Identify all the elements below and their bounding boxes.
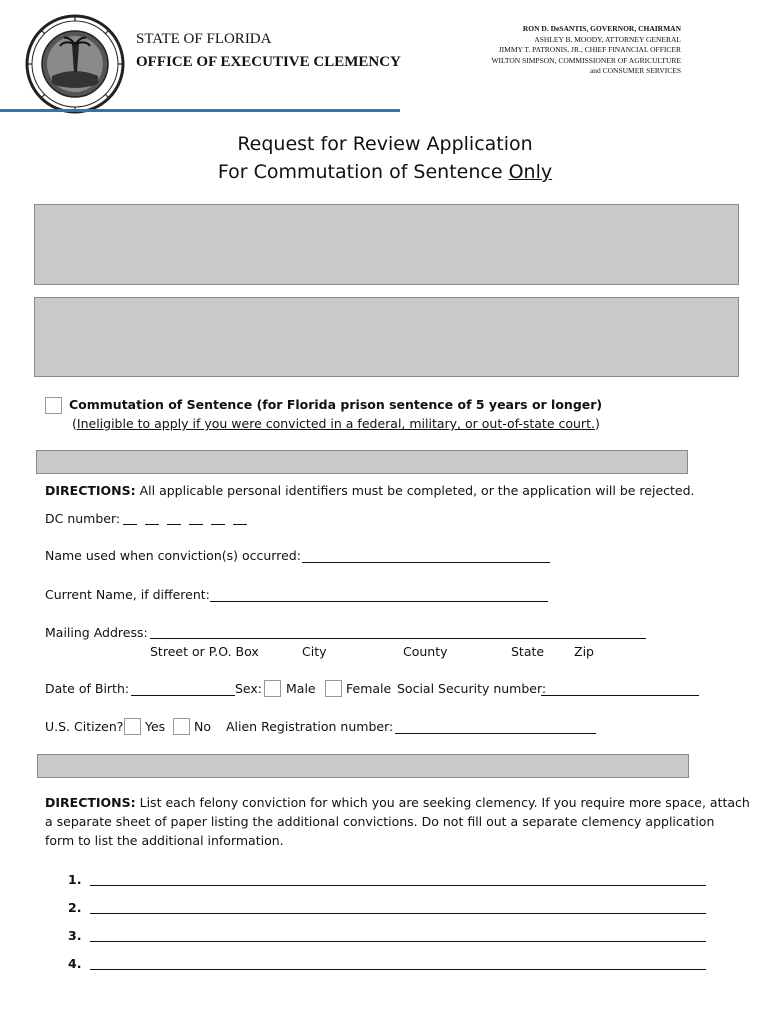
sex-male-checkbox[interactable] [264, 680, 281, 697]
official-attorney-general: ASHLEY B. MOODY, ATTORNEY GENERAL [534, 34, 681, 44]
directions-1-text: All applicable personal identifiers must be completed, or the application will be rejected. [135, 483, 695, 498]
address-state-label: State [511, 644, 545, 659]
note-close: ) [594, 416, 600, 431]
mailing-address-label: Mailing Address: [45, 625, 148, 640]
address-street-label: Street or P.O. Box [150, 644, 259, 659]
note-text: Ineligible to apply if you were convicted in a federal, military, or out-of-state court. [76, 416, 595, 431]
header-rule [0, 109, 400, 112]
office-use-box-2 [34, 297, 739, 377]
note-open: ( [72, 416, 77, 431]
conviction-item-2-number: 2. [68, 900, 82, 915]
conviction-item-2-field[interactable] [90, 913, 706, 914]
current-name-label: Current Name, if different: [45, 587, 210, 602]
citizen-no-checkbox[interactable] [173, 718, 190, 735]
conviction-item-3-field[interactable] [90, 941, 706, 942]
address-city-label: City [302, 644, 327, 659]
dc-digit-1[interactable] [123, 524, 137, 525]
dc-digit-4[interactable] [189, 524, 203, 525]
directions-1-label: DIRECTIONS: [45, 483, 136, 498]
dc-digit-3[interactable] [167, 524, 181, 525]
alien-registration-label: Alien Registration number: [226, 719, 394, 734]
directions-2-line-1 [45, 795, 750, 810]
dc-digit-6[interactable] [233, 524, 247, 525]
section-bar-1 [36, 450, 688, 474]
office-use-box-1 [34, 204, 739, 285]
official-agriculture: WILTON SIMPSON, COMMISSIONER OF AGRICULTURE [491, 55, 681, 65]
office-name: OFFICE OF EXECUTIVE CLEMENCY [136, 54, 401, 70]
sex-female-checkbox[interactable] [325, 680, 342, 697]
citizen-yes-label: Yes [145, 719, 166, 734]
citizen-no-label: No [194, 719, 211, 734]
conviction-name-field[interactable] [302, 562, 550, 563]
dc-digit-5[interactable] [211, 524, 225, 525]
current-name-field[interactable] [210, 601, 548, 602]
conviction-item-3-number: 3. [68, 928, 82, 943]
directions-1 [45, 483, 695, 498]
commutation-label: Commutation of Sentence (for Florida prison sentence of 5 years or longer) [69, 397, 603, 412]
conviction-item-1-field[interactable] [90, 885, 706, 886]
alien-registration-field[interactable] [395, 733, 596, 734]
officials-list [491, 24, 681, 77]
page-title: Request for Review Application [237, 133, 533, 155]
directions-2-line-2: a separate sheet of paper listing the additional convictions. Do not fill out a separate clemency application [45, 814, 715, 829]
dc-digit-2[interactable] [145, 524, 159, 525]
ssn-field[interactable] [541, 695, 699, 696]
dc-number-label: DC number: [45, 511, 121, 526]
ssn-label: Social Security number: [397, 681, 547, 696]
address-zip-label: Zip [574, 644, 594, 659]
conviction-item-4-number: 4. [68, 956, 82, 971]
subtitle-prefix: For Commutation of Sentence [217, 161, 509, 183]
directions-2-label: DIRECTIONS: [45, 795, 136, 810]
citizen-yes-checkbox[interactable] [124, 718, 141, 735]
official-cfo: JIMMY T. PATRONIS, JR., CHIEF FINANCIAL OFFICER [498, 45, 681, 54]
official-consumer-services: and CONSUMER SERVICES [589, 66, 681, 75]
citizen-label: U.S. Citizen? [45, 719, 124, 734]
sex-female-label: Female [346, 681, 392, 696]
address-county-label: County [403, 644, 448, 659]
state-seal-icon [24, 14, 126, 114]
directions-2-line-3: form to list the additional information. [45, 833, 284, 848]
ineligible-note [72, 416, 600, 431]
state-name: STATE OF FLORIDA [136, 31, 272, 47]
section-bar-2 [37, 754, 689, 778]
conviction-item-1-number: 1. [68, 872, 82, 887]
sex-male-label: Male [286, 681, 316, 696]
page-subtitle [0, 161, 770, 183]
conviction-item-4-field[interactable] [90, 969, 706, 970]
dob-label: Date of Birth: [45, 681, 130, 696]
official-governor: RON D. DeSANTIS, GOVERNOR, CHAIRMAN [522, 24, 681, 33]
dob-field[interactable] [131, 695, 235, 696]
mailing-address-field[interactable] [150, 638, 646, 639]
sex-label: Sex: [235, 681, 263, 696]
subtitle-only: Only [508, 161, 553, 183]
directions-2-text: List each felony conviction for which you are seeking clemency. If you require more space, attach [135, 795, 750, 810]
conviction-name-label: Name used when conviction(s) occurred: [45, 548, 301, 563]
commutation-checkbox[interactable] [45, 397, 62, 414]
